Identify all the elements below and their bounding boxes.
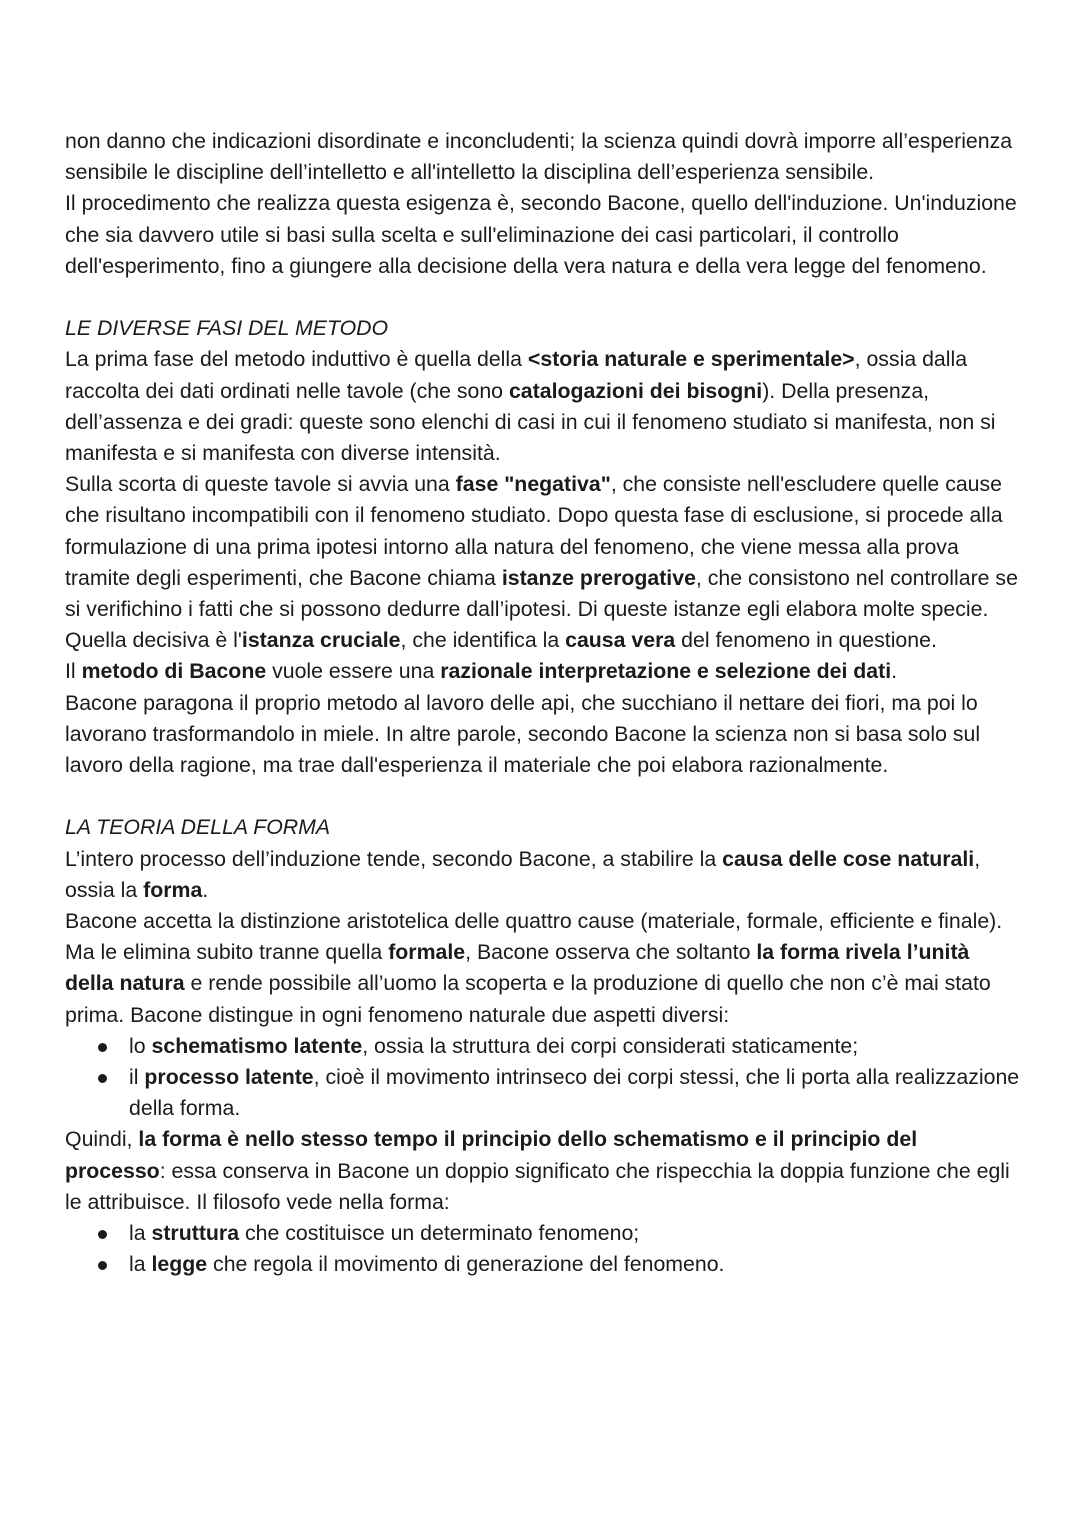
bullet-icon <box>98 1230 107 1239</box>
bold-term: processo latente <box>144 1065 314 1090</box>
text-run: , ossia dalla raccolta dei dati ordinati nelle tavole (che sono <box>65 347 968 403</box>
section1-paragraph-1 <box>65 344 1020 469</box>
text-run: Bacone accetta la distinzione aristotelica delle quattro cause (materiale, formale, efficiente e finale). Ma le elimina subito tranne quella <box>65 909 1003 965</box>
bold-term: fase "negativa" <box>455 472 611 497</box>
text-run: , che consiste nell'escludere quelle cause che risultano incompatibili con il fenomeno studiato. Dopo questa fase di esclusione, si procede alla formulazione di una prima ipotesi intorno alla natura del fenomeno, che viene messa alla prova tramite degli esperimenti, che Bacone chiama <box>65 472 1003 590</box>
text-run: Sulla scorta di queste tavole si avvia una <box>65 472 456 497</box>
bold-term: forma <box>143 877 203 902</box>
bullet-icon <box>98 1261 107 1270</box>
bullet-icon <box>98 1043 107 1052</box>
text-run: la <box>129 1221 152 1246</box>
bold-term: razionale interpretazione e selezione dei dati <box>440 659 892 684</box>
bullet-list-forma <box>65 1218 1020 1280</box>
bold-term: istanza cruciale <box>241 628 401 653</box>
bold-term: catalogazioni dei bisogni <box>508 378 763 403</box>
section-heading-teoria-forma: LA TEORIA DELLA FORMA <box>65 815 331 840</box>
text-run: L’intero processo dell’induzione tende, secondo Bacone, a stabilire la <box>65 846 723 871</box>
bold-term: struttura <box>151 1221 240 1246</box>
bullet-list-aspetti <box>65 1031 1020 1125</box>
bold-term: legge <box>151 1252 208 1277</box>
text-run: . <box>202 877 209 902</box>
text-run: . <box>891 659 898 684</box>
bold-term: la forma rivela l’unità della natura <box>65 940 970 996</box>
spacer <box>65 781 1020 812</box>
text-run: che regola il movimento di generazione del fenomeno. <box>207 1252 725 1277</box>
bold-term: schematismo latente <box>151 1033 363 1058</box>
bold-term: causa vera <box>565 628 676 653</box>
text-run: la <box>129 1252 152 1277</box>
text-run: , ossia la struttura dei corpi considerati staticamente; <box>362 1033 859 1058</box>
section-heading-fasi-metodo: LE DIVERSE FASI DEL METODO <box>65 316 389 341</box>
bullet-icon <box>98 1074 107 1083</box>
intro-paragraph-1: non danno che indicazioni disordinate e inconcludenti; la scienza quindi dovrà imporre all’esperienza sensibile le discipline dell’intelletto e all'intelletto la disciplina dell’esperienza sensibile. <box>65 129 1013 185</box>
spacer <box>65 282 1020 313</box>
text-run: vuole essere una <box>266 659 441 684</box>
text-run: , cioè il movimento intrinseco dei corpi stessi, che li porta alla realizzazione della forma. <box>129 1065 1020 1121</box>
text-run: , Bacone osserva che soltanto <box>465 940 757 965</box>
bold-term: istanze prerogative <box>501 565 696 590</box>
text-run: che costituisce un determinato fenomeno; <box>239 1221 640 1246</box>
list-item <box>129 1031 1020 1062</box>
bold-term: formale <box>388 940 466 965</box>
section1-paragraph-2 <box>65 469 1020 656</box>
text-run: , ossia la <box>65 846 981 902</box>
text-run: La prima fase del metodo induttivo è quella della <box>65 347 528 372</box>
section2-paragraph-2 <box>65 906 1020 1031</box>
section1-paragraph-3 <box>65 656 1020 687</box>
bold-term: <storia naturale e sperimentale> <box>527 347 855 372</box>
text-run: , che consistono nel controllare se si verifichino i fatti che si possono dedurre dall’ipotesi. Di queste istanze egli elabora molte specie. Quella decisiva è l' <box>65 565 1018 653</box>
list-item <box>129 1249 1020 1280</box>
section1-paragraph-4: Bacone paragona il proprio metodo al lavoro delle api, che succhiano il nettare dei fiori, ma poi lo lavorano trasformandolo in miele. In altre parole, secondo Bacone la scienza non si basa solo sul lavoro della ragione, ma trae dall'esperienza il materiale che poi elabora razionalmente. <box>65 690 981 778</box>
bold-term: la forma è nello stesso tempo il principio dello schematismo e il principio del processo <box>65 1127 918 1183</box>
bold-term: causa delle cose naturali <box>722 846 975 871</box>
bold-term: metodo di Bacone <box>81 659 267 684</box>
section2-paragraph-1 <box>65 844 1020 906</box>
text-run: ). Della presenza, dell’assenza e dei gradi: queste sono elenchi di casi in cui il fenomeno studiato si manifesta, non si manifesta e si manifesta con diverse intensità. <box>65 378 996 466</box>
intro-paragraph-2: Il procedimento che realizza questa esigenza è, secondo Bacone, quello dell'induzione. Un'induzione che sia davvero utile si basi sulla scelta e sull'eliminazione dei casi particolari, il controllo dell'esperimento, fino a giungere alla decisione della vera natura e della vera legge del fenomeno. <box>65 191 1017 278</box>
text-run: : essa conserva in Bacone un doppio significato che rispecchia la doppia funzione che egli le attribuisce. Il filosofo vede nella forma: <box>65 1158 1010 1214</box>
text-run: Il <box>65 659 82 684</box>
text-run: il <box>129 1065 145 1090</box>
text-run: lo <box>129 1033 152 1058</box>
text-run: , che identifica la <box>400 628 566 653</box>
text-run: e rende possibile all’uomo la scoperta e la produzione di quello che non c’è mai stato prima. Bacone distingue in ogni fenomeno naturale due aspetti diversi: <box>65 971 991 1027</box>
text-run: del fenomeno in questione. <box>675 628 937 653</box>
list-item <box>129 1218 1020 1249</box>
text-run: Quindi, <box>65 1127 139 1152</box>
section2-paragraph-3 <box>65 1124 1020 1218</box>
list-item <box>129 1062 1020 1124</box>
